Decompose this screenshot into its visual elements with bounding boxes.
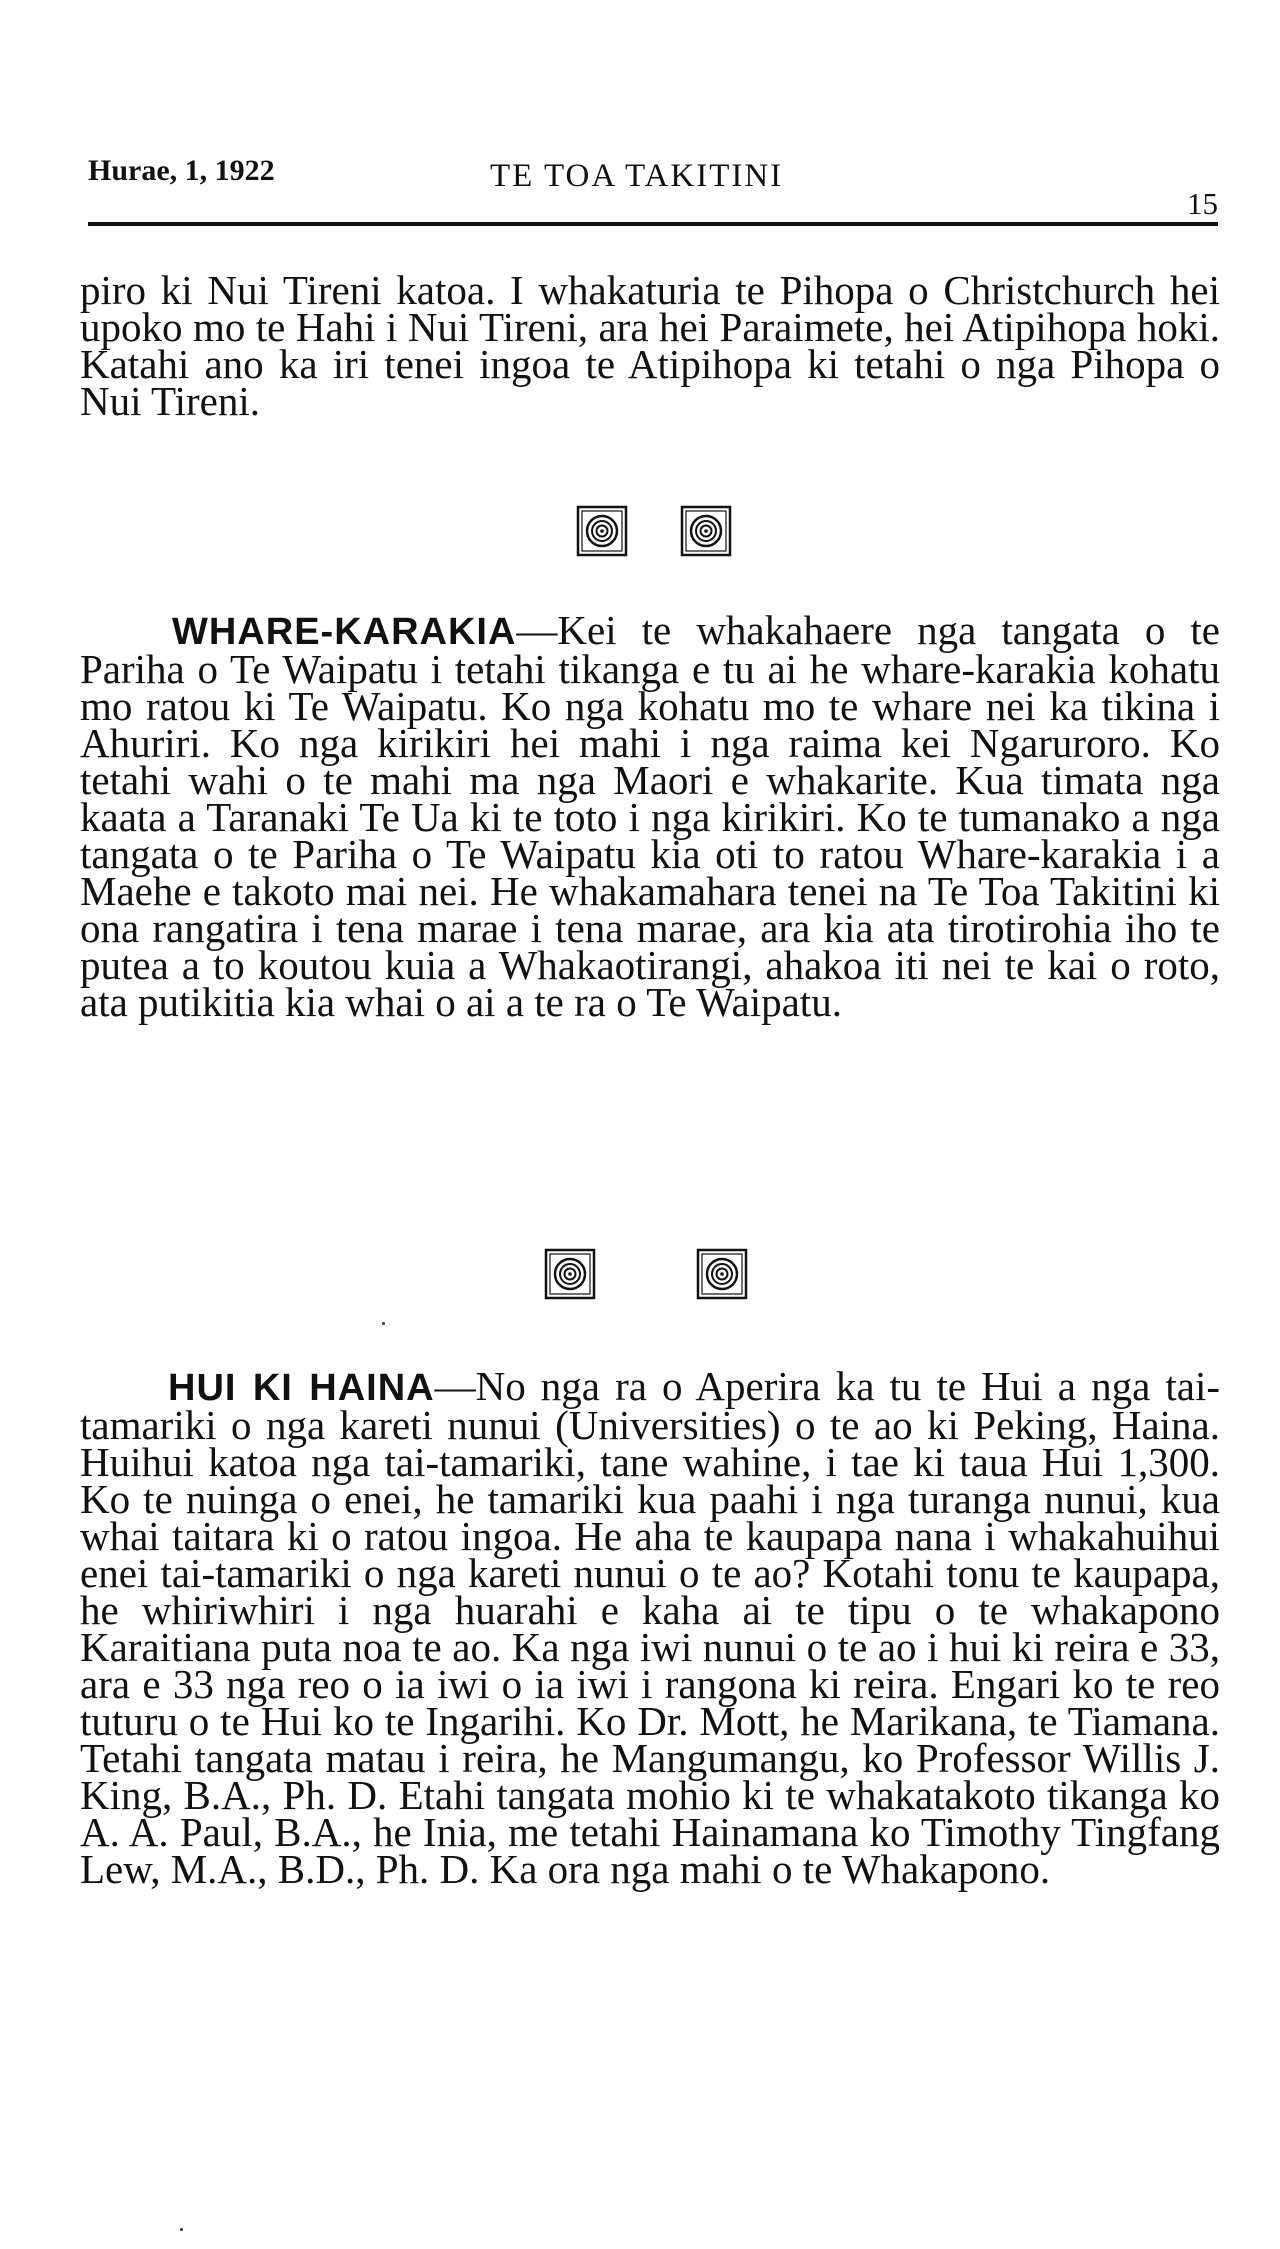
square-spiral-ornament-icon [544, 1248, 596, 1300]
square-spiral-ornament-icon [576, 505, 628, 557]
running-header [88, 150, 1218, 226]
article-body: —No nga ra o Aperira ka tu te Hui a nga tai-tamariki o nga kareti nunui (Universities) o te ao ki Peking, Haina. Huihui katoa nga tai-tamariki, tane wahine, i tae ki taua Hui 1,300. Ko te nuinga o enei, he tamariki kua paahi i nga turanga nunui, kua whai taitara ki o ratou ingoa. He aha te kaupapa nana i whakahuihui enei tai-tamariki o nga kareti nunui o te ao? Kotahi tonu te kaupapa, he whiriwhiri i nga huarahi e kaha ai te tipu o te whakapono Karaitiana puta noa te ao. Ka nga iwi nunui o te ao i hui ki reira e 33, ara e 33 nga reo o ia iwi o ia iwi i rangona ki reira. Engari ko te reo tuturu o te Hui ko te Ingarihi. Ko Dr. Mott, he Marikana, te Tiamana. Tetahi tangata matau i reira, he Mangumangu, ko Professor Willis J. King, B.A., Ph. D. Etahi tangata mohio ki te whakatakoto tikanga ko A. A. Paul, B.A., he Inia, me tetahi Hainamana ko Timothy Tingfang Lew, M.A., B.D., Ph. D. Ka ora nga mahi o te Whakapono. [80, 1363, 1220, 1892]
journal-title: TE TOA TAKITINI [490, 158, 784, 194]
article-hui-ki-haina [80, 1363, 1220, 1892]
article-body: —Kei te whakahaere nga tangata o te Pariha o Te Waipatu i tetahi tikanga e tu ai he whare-karakia kohatu mo ratou ki Te Waipatu. Ko nga kohatu mo te whare nei ka tikina i Ahuriri. Ko nga kirikiri hei mahi i nga raima kei Ngaruroro. Ko tetahi wahi o te mahi ma nga Maori e whakarite. Kua timata nga kaata a Taranaki Te Ua ki te toto i nga kirikiri. Ko te tumanako a nga tangata o te Pariha o Te Waipatu kia oti to ratou Whare-karakia i a Maehe e takoto mai nei. He whakamahara tenei na Te Toa Takitini ki ona rangatira i tena marae i tena marae, ara kia ata tirotirohia iho te putea a to koutou kuia a Whakaotirangi, ahakoa iti nei te kai o roto, ata putikitia kia whai o ai a te ra o Te Waipatu. [80, 607, 1220, 1025]
square-spiral-ornament-icon [696, 1248, 748, 1300]
article-heading: WHARE-KARAKIA [172, 611, 517, 653]
article-heading: HUI KI HAINA [168, 1367, 435, 1409]
paragraph-text: piro ki Nui Tireni katoa. I whakaturia te Pihopa o Christchurch hei upoko mo te Hahi i Nui Tireni, ara hei Paraimete, hei Atipihopa hoki. Katahi ano ka iri tenei ingoa te Atipihopa ki tetahi o nga Pihopa o Nui Tireni. [80, 267, 1220, 424]
print-speck [180, 2228, 183, 2231]
print-speck [382, 1322, 385, 1325]
paragraph-continuation [80, 267, 1220, 424]
square-spiral-ornament-icon [680, 505, 732, 557]
section-divider [0, 505, 1280, 561]
page-number: 15 [1187, 186, 1218, 221]
article-whare-karakia [80, 607, 1220, 1025]
issue-date: Hurae, 1, 1922 [88, 154, 275, 187]
section-divider [0, 1248, 1280, 1304]
